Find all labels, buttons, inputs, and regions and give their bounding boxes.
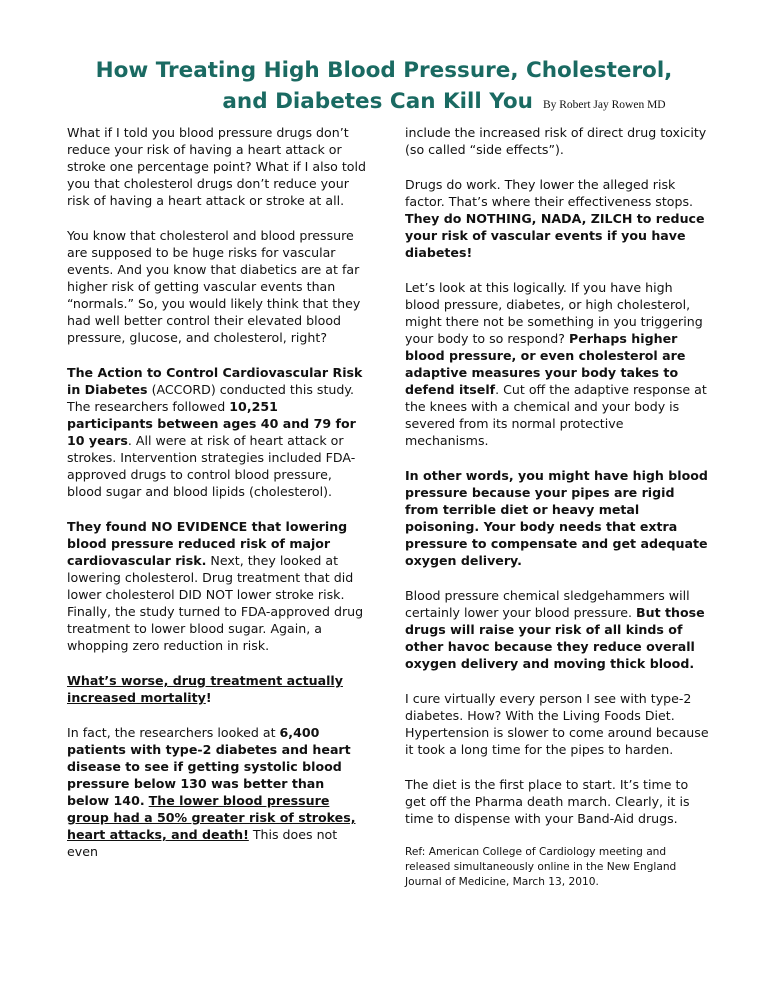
greater-risk-highlight: The lower blood pressure group had a 50% greater risk of strokes, heart attacks, and death! [67,793,356,842]
no-evidence-highlight: They found NO EVIDENCE that lowering blood pressure reduced risk of major cardiovascular risk. [67,519,348,568]
left-column [67,124,367,878]
article-title-line-1: How Treating High Blood Pressure, Cholesterol, [95,58,673,83]
exclamation: ! [205,690,212,705]
pipes-highlight: In other words, you might have high blood pressure because your pipes are rigid from terrible diet or heavy metal poisoning. Your body needs that extra pressure to compensate and get adequate oxygen delivery. [405,468,708,568]
paragraph-mortality [67,672,367,706]
text-span: Next, they looked at lowering cholesterol. Drug treatment that did lower cholesterol DID NOT lower stroke risk. Finally, the study turned to FDA-approved drug treatment to lower blood sugar. Again, a whopping zero reduction in risk. [67,553,364,653]
paragraph-sledgehammers [405,587,710,672]
nothing-highlight: They do NOTHING, NADA, ZILCH to reduce your risk of vascular events if you have diabetes! [405,211,705,260]
text-span: . Cut off the adaptive response at the knees with a chemical and your body is severed from its normal protective mechanisms. [405,382,707,448]
paragraph-intro: What if I told you blood pressure drugs don’t reduce your risk of having a heart attack or stroke one percentage point? What if I also told you that cholesterol drugs don’t reduce your risk of having a heart attack or stroke at all. [67,125,367,208]
author-byline: By Robert Jay Rowen MD [542,99,666,111]
text-span: Let’s look at this logically. If you have high blood pressure, diabetes, or high cholesterol, might there not be something in you triggering your body to so respond? [405,280,703,346]
paragraph-logic [405,279,710,449]
adaptive-highlight: Perhaps higher blood pressure, or even cholesterol are adaptive measures your body takes to defend itself [405,331,686,397]
havoc-highlight: But those drugs will raise your risk of all kinds of other havoc because they reduce overall oxygen delivery and moving thick blood. [405,605,705,671]
paragraph-findings [67,518,367,654]
paragraph-other-words [405,467,710,569]
text-span: In fact, the researchers looked at [67,725,280,740]
article-title-line-2 [60,86,768,121]
text-span: (ACCORD) conducted this study. The researchers followed [67,382,355,414]
right-column [405,124,710,908]
text-span: . All were at risk of heart attack or strokes. Intervention strategies included FDA-approved drugs to control blood pressure, blood sugar and blood lipids (cholesterol). [67,433,356,499]
participants-highlight: 10,251 participants between ages 40 and 79 for 10 years [67,399,356,448]
paragraph-drugs-work [405,176,710,261]
paragraph-toxicity: include the increased risk of direct drug toxicity (so called “side effects”). [405,125,707,157]
paragraph-accord-study [67,364,367,500]
accord-study-name: The Action to Control Cardiovascular Risk in Diabetes [67,365,363,397]
paragraph-cure: I cure virtually every person I see with type-2 diabetes. How? With the Living Foods Diet. Hypertension is slower to come around because it took a long time for the pipes to harden. [405,691,709,757]
patients-highlight: 6,400 patients with type-2 diabetes and heart disease to see if getting systolic blood pressure below 130 was better than below 140. [67,725,351,808]
text-span: Drugs do work. They lower the alleged risk factor. That’s where their effectiveness stops. [405,177,694,209]
paragraph-diet: The diet is the first place to start. It’s time to get off the Pharma death march. Clearly, it is time to dispense with your Band-Aid drugs. [405,777,690,826]
title-line-2-text: and Diabetes Can Kill You [222,89,533,114]
paragraph-risks: You know that cholesterol and blood pressure are supposed to be huge risks for vascular events. And you know that diabetics are at far higher risk of getting vascular events than “normals.” So, you would likely think that they had well better control their elevated blood pressure, glucose, and cholesterol, right? [67,228,361,345]
paragraph-bp-study [67,724,367,860]
mortality-highlight: What’s worse, drug treatment actually increased mortality [67,673,343,705]
reference-note: Ref: American College of Cardiology meeting and released simultaneously online in the New England Journal of Medicine, March 13, 2010. [405,846,677,888]
text-span: This does not even [67,827,338,859]
text-span: Blood pressure chemical sledgehammers will certainly lower your blood pressure. [405,588,690,620]
